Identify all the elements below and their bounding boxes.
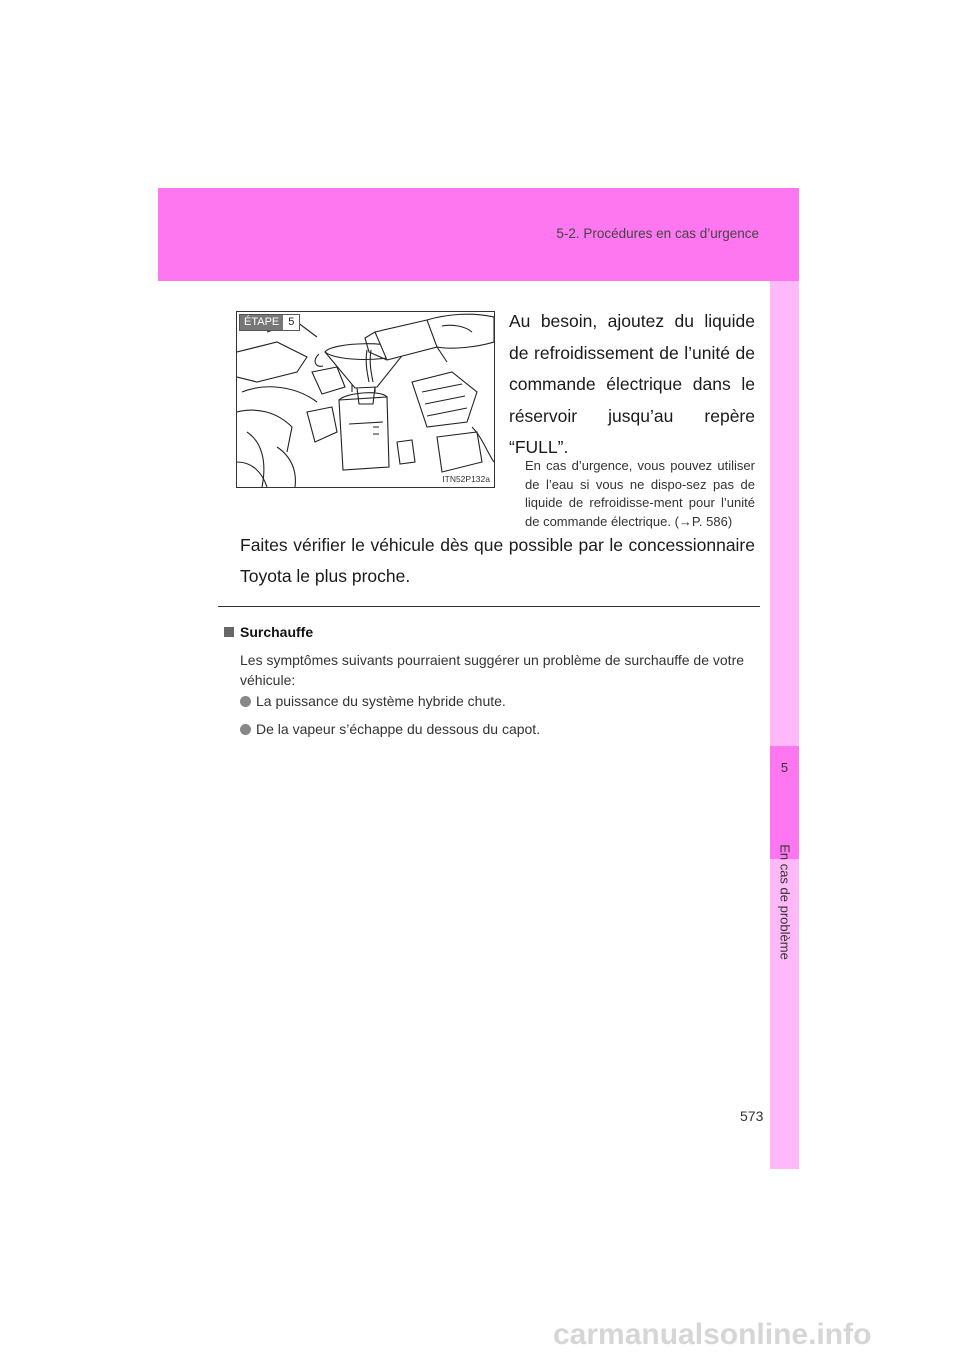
chapter-title-vertical xyxy=(770,844,799,960)
bullet-circle-icon xyxy=(240,696,251,707)
square-bullet-icon xyxy=(224,627,234,637)
engine-bay-drawing xyxy=(237,312,494,487)
step-instruction: Au besoin, ajoutez du liquide de refroidissement de l’unité de commande électrique dans le réservoir jusqu’au repère “FULL”. xyxy=(509,311,755,457)
chapter-title: En cas de problème xyxy=(777,844,792,960)
section-heading-text: Surchauffe xyxy=(240,624,314,640)
step-note: En cas d’urgence, vous pouvez utiliser de l’eau si vous ne dispo-sez pas de liquide de refroidisse-ment pour l’unité de commande électrique. (→P. 586) xyxy=(525,458,755,529)
list-item-text: La puissance du système hybride chute. xyxy=(256,693,506,709)
followup-text: Faites vérifier le véhicule dès que possible par le concessionnaire Toyota le plus proche. xyxy=(240,535,755,586)
step-number: 5 xyxy=(283,315,299,330)
step-label: ÉTAPE xyxy=(240,315,283,330)
list-item xyxy=(240,693,506,709)
figure-code: ITN52P132a xyxy=(442,474,490,484)
header-band xyxy=(158,188,799,281)
page-number: 573 xyxy=(740,1108,764,1124)
section-intro: Les symptômes suivants pourraient suggérer un problème de surchauffe de votre véhicule: xyxy=(240,652,745,688)
section-title: 5-2. Procédures en cas d’urgence xyxy=(556,226,759,241)
chapter-number: 5 xyxy=(780,760,789,775)
section-heading xyxy=(224,624,313,640)
watermark-link[interactable]: carmanualsonline.info xyxy=(553,1318,872,1351)
coolant-refill-illustration xyxy=(236,311,495,488)
side-tab xyxy=(770,281,799,1169)
bullet-circle-icon xyxy=(240,724,251,735)
step-badge xyxy=(239,314,300,331)
list-item-text: De la vapeur s’échappe du dessous du capot. xyxy=(256,721,541,737)
list-item xyxy=(240,721,540,737)
section-divider xyxy=(218,606,760,607)
